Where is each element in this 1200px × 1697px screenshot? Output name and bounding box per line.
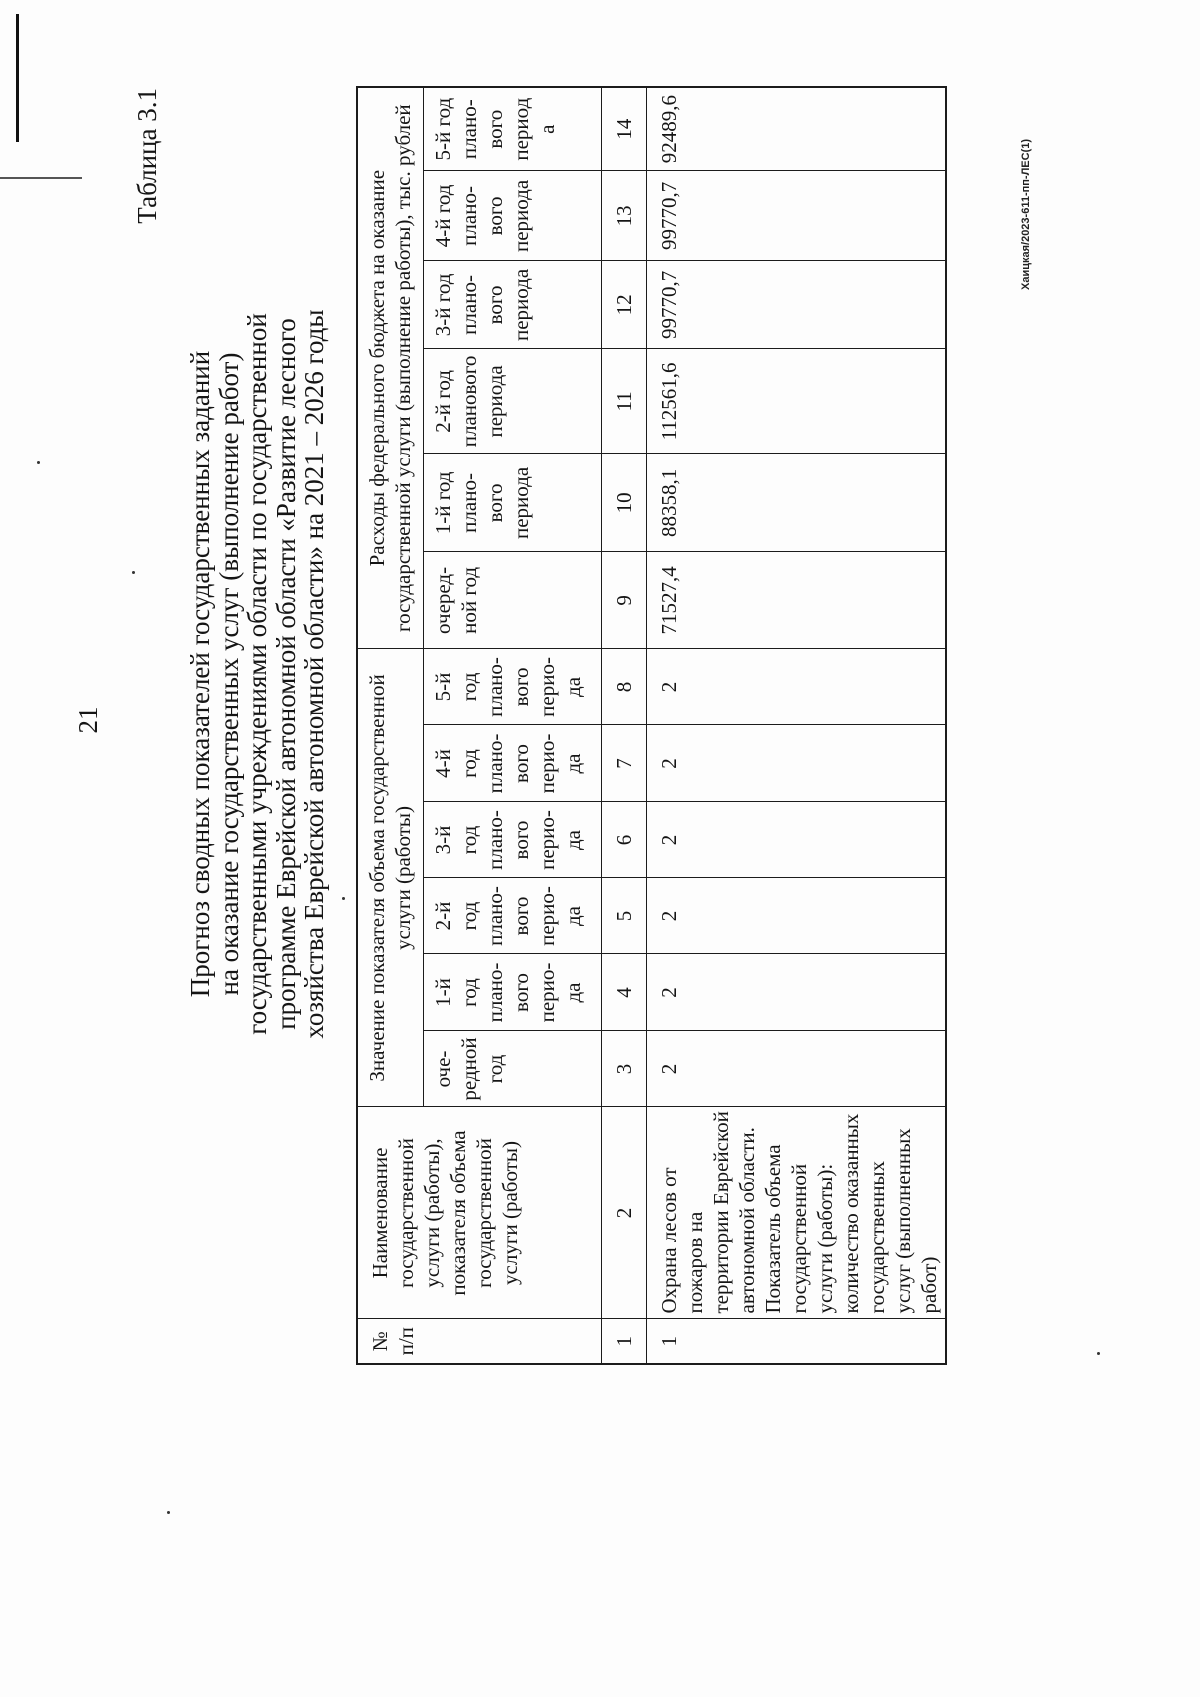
header-row-groups <box>357 87 423 1364</box>
row-expense-value: 99770,7 <box>646 171 946 261</box>
header-expense-period: 1-й год плано- вого периода <box>423 454 601 552</box>
header-expense-period: 5-й год плано- вого период а <box>423 87 601 171</box>
column-number: 5 <box>601 878 646 954</box>
header-expense-period: 3-й год плано- вого периода <box>423 261 601 349</box>
column-number: 10 <box>601 454 646 552</box>
row-volume-value: 2 <box>646 1031 946 1107</box>
column-number: 12 <box>601 261 646 349</box>
title-line: государственными учреждениями области по государственной <box>242 313 272 1035</box>
row-volume-value: 2 <box>646 802 946 878</box>
column-number: 14 <box>601 87 646 171</box>
title-line: на оказание государственных услуг (выполнение работ) <box>213 352 244 996</box>
row-name-cell: Охрана лесов от пожаров на территории Еврейской автономной области. Показатель объема государственной услуги (работы): количество оказанных государственных услуг (выполненных работ) <box>646 1107 946 1319</box>
column-number-row <box>601 87 646 1364</box>
page-number: 21 <box>73 706 103 734</box>
header-expense-period: 2-й год планового периода <box>423 349 601 454</box>
row-expense-value: 112561,6 <box>646 349 946 454</box>
document-title <box>186 204 329 1144</box>
row-volume-value: 2 <box>646 649 946 725</box>
row-volume-value: 2 <box>646 878 946 954</box>
header-volume-period: 2-й год плано- вого перио- да <box>423 878 601 954</box>
column-number: 11 <box>601 349 646 454</box>
row-expense-value: 99770,7 <box>646 261 946 349</box>
row-volume-value: 2 <box>646 954 946 1031</box>
row-expense-value: 88358,1 <box>646 454 946 552</box>
table-row <box>646 87 946 1364</box>
title-line: Прогноз сводных показателей государственных заданий <box>185 350 215 998</box>
header-name-cell: Наименование государственной услуги (работы), показателя объема государственной услуги (работы) <box>357 1107 601 1319</box>
column-number: 13 <box>601 171 646 261</box>
column-number: 1 <box>601 1319 646 1364</box>
column-number: 3 <box>601 1031 646 1107</box>
title-line: программе Еврейской автономной области «Развитие лесного <box>270 318 301 1030</box>
column-number: 4 <box>601 954 646 1031</box>
header-group-expenses: Расходы федерального бюджета на оказание государственной услуги (выполнение работы), тыс. рублей <box>357 87 423 649</box>
header-expense-period: очеред- ной год <box>423 552 601 649</box>
header-volume-period: 4-й год плано- вого перио- да <box>423 725 601 802</box>
row-num-cell: 1 <box>646 1319 946 1364</box>
table-caption: Таблица 3.1 <box>132 88 162 224</box>
column-number: 6 <box>601 802 646 878</box>
column-number: 9 <box>601 552 646 649</box>
column-number: 8 <box>601 649 646 725</box>
header-volume-period: 3-й год плано- вого перио- да <box>423 802 601 878</box>
header-num-cell: № п/п <box>357 1319 601 1364</box>
column-number: 7 <box>601 725 646 802</box>
header-group-volume: Значение показателя объема государственной услуги (работы) <box>357 649 423 1107</box>
column-number: 2 <box>601 1107 646 1319</box>
document-code-footer: Хаицкая/2023-611-пп-ЛЕС(1) <box>1020 138 1032 290</box>
header-volume-period: оче- редной год <box>423 1031 601 1107</box>
header-volume-period: 5-й год плано- вого перио- да <box>423 649 601 725</box>
row-expense-value: 71527,4 <box>646 552 946 649</box>
title-line: хозяйства Еврейской автономной области» на 2021 – 2026 годы <box>299 309 329 1039</box>
forecast-table <box>356 86 947 1365</box>
header-volume-period: 1-й год плано- вого перио- да <box>423 954 601 1031</box>
row-expense-value: 92489,6 <box>646 87 946 171</box>
header-expense-period: 4-й год плано- вого периода <box>423 171 601 261</box>
row-volume-value: 2 <box>646 725 946 802</box>
